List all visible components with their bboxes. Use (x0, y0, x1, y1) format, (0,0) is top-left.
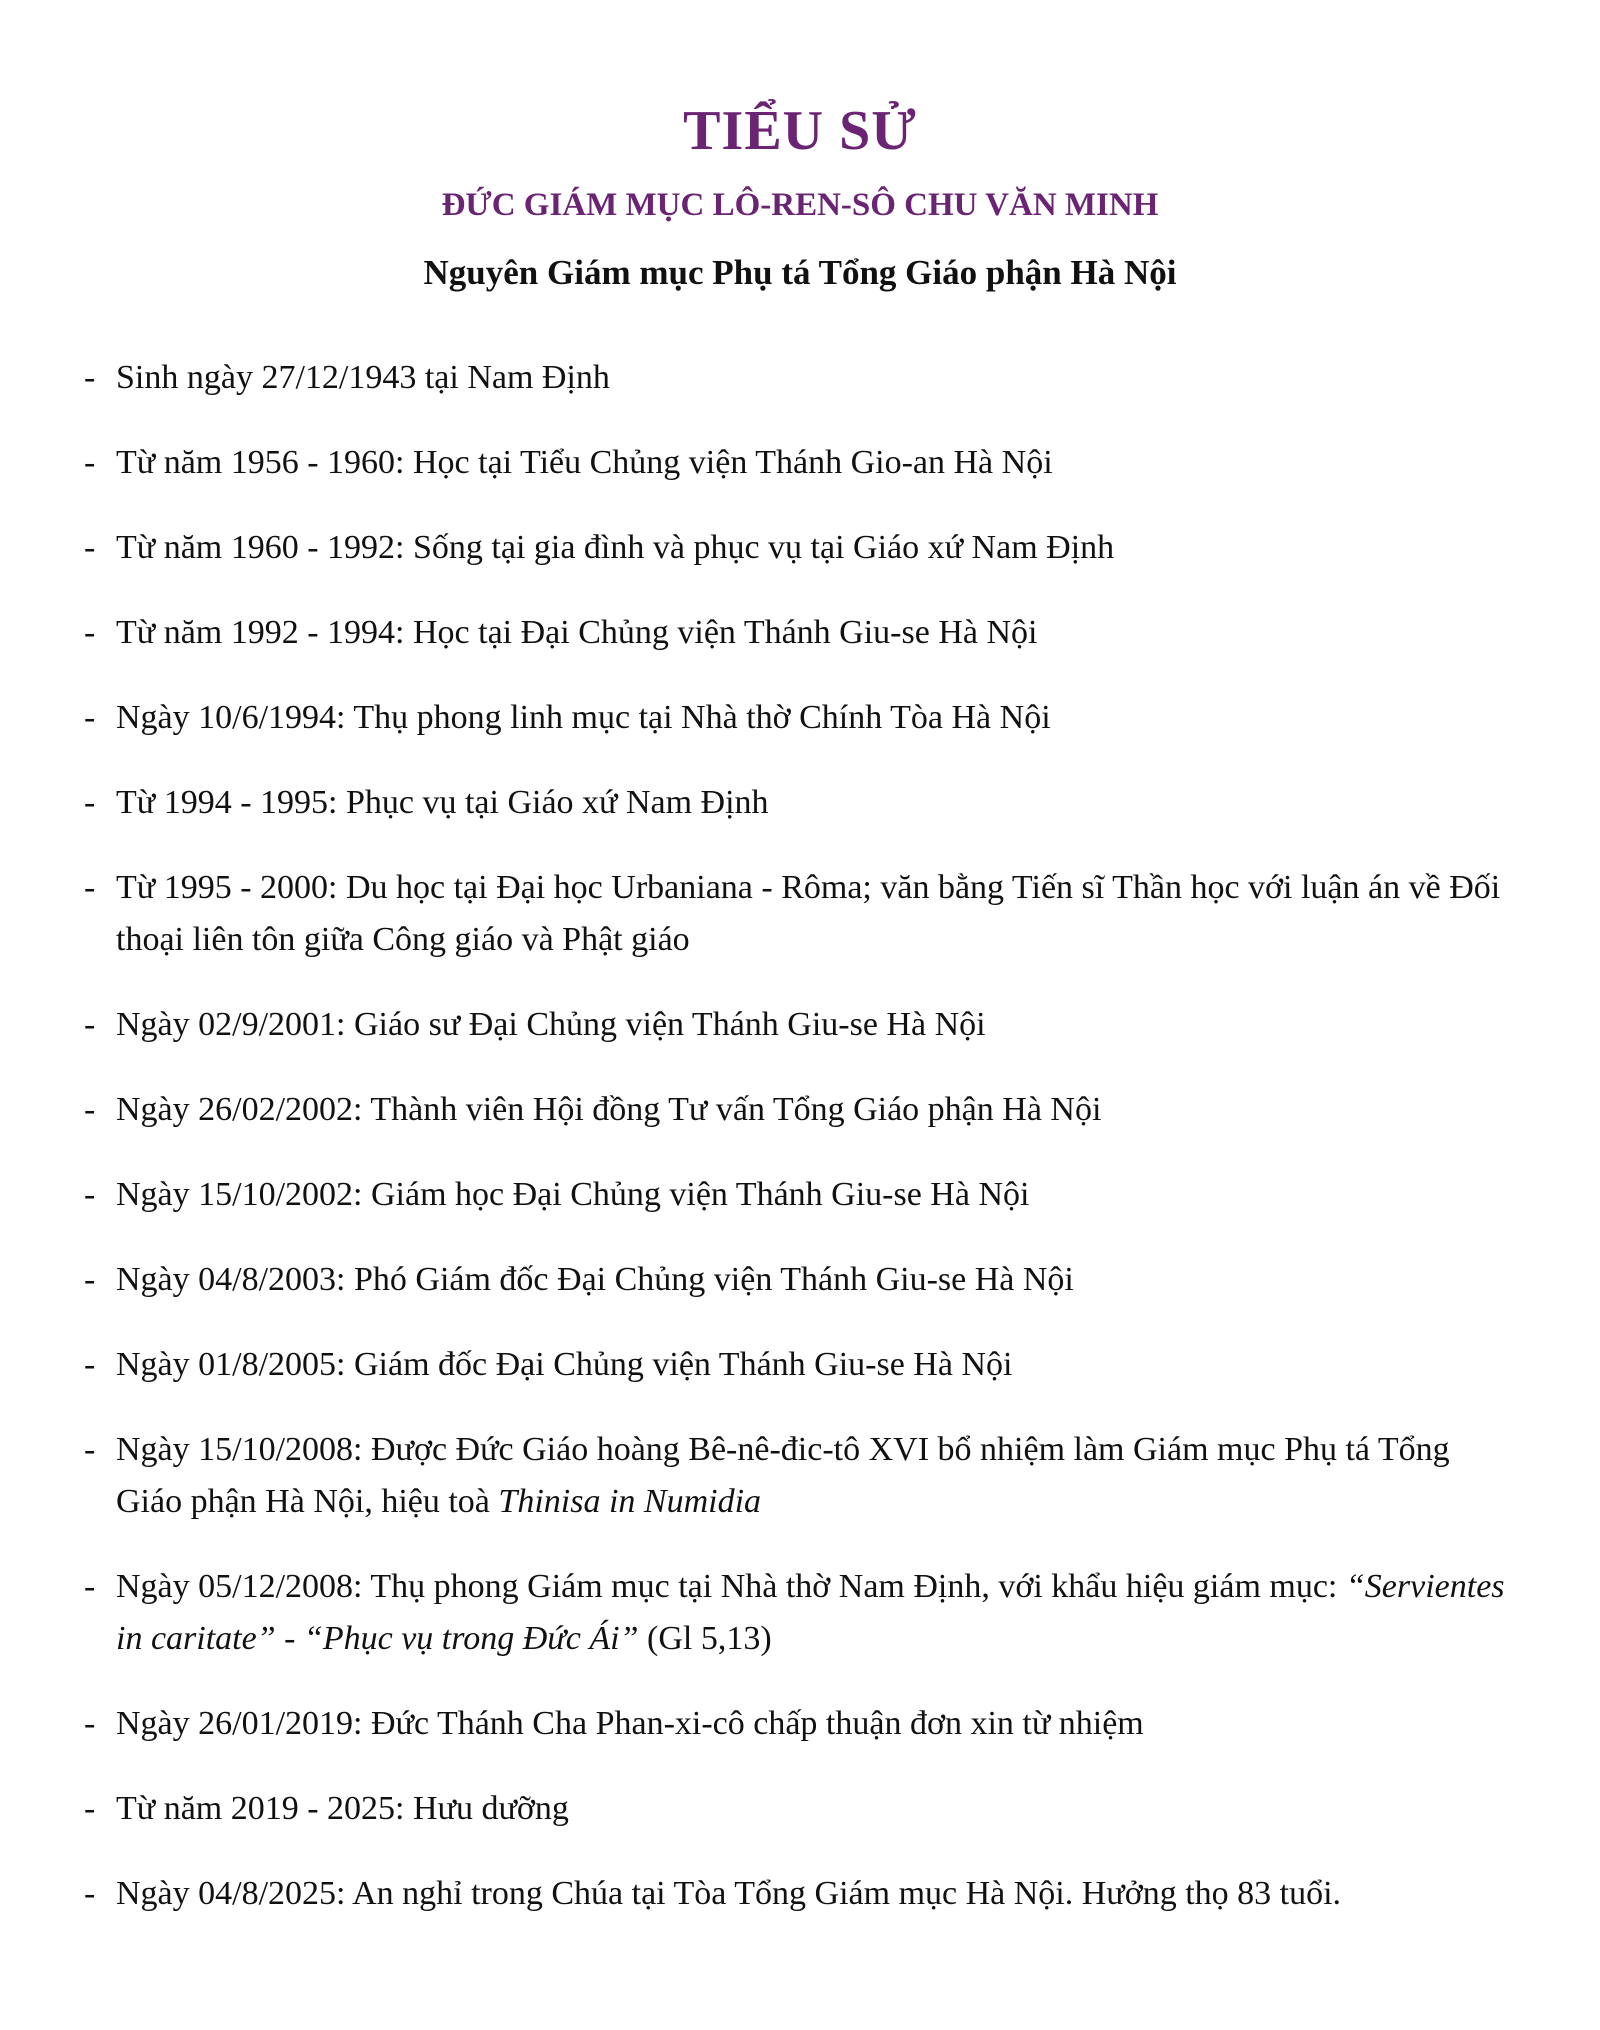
timeline-entry (84, 1868, 1524, 1920)
timeline-entry-text (116, 1790, 569, 1827)
entry-main-text: Ngày 26/01/2019: Đức Thánh Cha Phan-xi-cô chấp thuận đơn xin từ nhiệm (116, 1705, 1144, 1742)
timeline-entry-text (116, 529, 1114, 566)
timeline-entry (84, 1169, 1524, 1221)
entry-main-text: Ngày 02/9/2001: Giáo sư Đại Chủng viện Thánh Giu-se Hà Nội (116, 1006, 986, 1043)
bullet-dash: - (84, 529, 96, 566)
bullet-dash: - (84, 1006, 96, 1043)
timeline-entry-text (116, 1091, 1101, 1128)
timeline-entry (84, 1698, 1524, 1750)
entry-main-text: Sinh ngày 27/12/1943 tại Nam Định (116, 359, 610, 396)
entry-main-text: Ngày 26/02/2002: Thành viên Hội đồng Tư vấn Tổng Giáo phận Hà Nội (116, 1091, 1102, 1128)
bullet-dash: - (84, 1568, 96, 1605)
timeline-entry-text (116, 1261, 1074, 1298)
timeline-entry-text (116, 1568, 1505, 1657)
timeline-entry-text (116, 1176, 1029, 1213)
bullet-dash: - (84, 1091, 96, 1128)
bullet-dash: - (84, 784, 96, 821)
timeline-entry-text (116, 1006, 986, 1043)
timeline-entry-text (116, 614, 1037, 651)
entry-main-text: Ngày 10/6/1994: Thụ phong linh mục tại Nhà thờ Chính Tòa Hà Nội (116, 699, 1051, 736)
timeline-entry-text (116, 699, 1051, 736)
timeline-entry (84, 1254, 1524, 1306)
bullet-dash: - (84, 1176, 96, 1213)
bullet-dash: - (84, 869, 96, 906)
entry-italic-text: Thinisa in Numidia (498, 1483, 762, 1520)
bullet-dash: - (84, 614, 96, 651)
timeline-entry (84, 522, 1524, 574)
entry-main-text: Ngày 15/10/2002: Giám học Đại Chủng viện Thánh Giu-se Hà Nội (116, 1176, 1030, 1213)
timeline-entry (84, 437, 1524, 489)
timeline-entry-text (116, 444, 1053, 481)
timeline-entry-text (116, 784, 769, 821)
timeline-entry (84, 692, 1524, 744)
entry-main-text: Từ năm 1960 - 1992: Sống tại gia đình và phục vụ tại Giáo xứ Nam Định (116, 529, 1115, 566)
timeline-entry-text (116, 1431, 1450, 1520)
timeline-entry (84, 1424, 1524, 1528)
entry-main-text: Từ 1995 - 2000: Du học tại Đại học Urbaniana - Rôma; văn bằng Tiến sĩ Thần học với luận án về Đối thoại liên tôn giữa Công giáo và Phật giáo (116, 869, 1501, 958)
entry-main-text: Từ năm 1992 - 1994: Học tại Đại Chủng viện Thánh Giu-se Hà Nội (116, 614, 1038, 651)
entry-main-text: Ngày 05/12/2008: Thụ phong Giám mục tại Nhà thờ Nam Định, với khẩu hiệu giám mục: (116, 1568, 1346, 1605)
entry-main-text: Từ năm 1956 - 1960: Học tại Tiểu Chủng viện Thánh Gio-an Hà Nội (116, 444, 1053, 481)
bullet-dash: - (84, 1346, 96, 1383)
bullet-dash: - (84, 1875, 96, 1912)
entry-main-text: Ngày 01/8/2005: Giám đốc Đại Chủng viện Thánh Giu-se Hà Nội (116, 1346, 1013, 1383)
biography-timeline (84, 352, 1524, 1953)
role-heading: Nguyên Giám mục Phụ tá Tổng Giáo phận Hà Nội (423, 253, 1177, 292)
timeline-entry (84, 777, 1524, 829)
timeline-entry (84, 352, 1524, 404)
entry-main-text: Ngày 04/8/2003: Phó Giám đốc Đại Chủng viện Thánh Giu-se Hà Nội (116, 1261, 1074, 1298)
entry-main-text: Ngày 04/8/2025: An nghỉ trong Chúa tại Tòa Tổng Giám mục Hà Nội. Hưởng thọ 83 tuổi. (116, 1875, 1342, 1912)
bullet-dash: - (84, 444, 96, 481)
timeline-entry (84, 607, 1524, 659)
timeline-entry (84, 1084, 1524, 1136)
entry-main-text: Ngày 15/10/2008: Được Đức Giáo hoàng Bê-nê-đic-tô XVI bổ nhiệm làm Giám mục Phụ tá Tổng Giáo phận Hà Nội, hiệu toà (116, 1431, 1450, 1520)
timeline-entry (84, 1561, 1524, 1665)
timeline-entry (84, 862, 1524, 966)
bullet-dash: - (84, 359, 96, 396)
timeline-entry (84, 1783, 1524, 1835)
bullet-dash: - (84, 1261, 96, 1298)
bullet-dash: - (84, 1705, 96, 1742)
bishop-name-heading: ĐỨC GIÁM MỤC LÔ-REN-SÔ CHU VĂN MINH (441, 187, 1159, 223)
timeline-entry (84, 999, 1524, 1051)
entry-main-text: Từ 1994 - 1995: Phục vụ tại Giáo xứ Nam Định (116, 784, 769, 821)
entry-trailing-text: (Gl 5,13) (638, 1620, 772, 1657)
entry-main-text: Từ năm 2019 - 2025: Hưu dưỡng (116, 1790, 569, 1827)
bullet-dash: - (84, 699, 96, 736)
timeline-entry-text (116, 359, 610, 396)
timeline-entry-text (116, 1346, 1012, 1383)
entry-italic-text: “Servientes in caritate” - “Phục vụ trong Đức Ái” (116, 1568, 1505, 1657)
bullet-dash: - (84, 1790, 96, 1827)
timeline-entry-text (116, 1875, 1341, 1912)
timeline-entry-text (116, 1705, 1144, 1742)
page-title: TIỂU SỬ (683, 100, 917, 162)
timeline-entry (84, 1339, 1524, 1391)
timeline-entry-text (116, 869, 1500, 958)
bullet-dash: - (84, 1431, 96, 1468)
